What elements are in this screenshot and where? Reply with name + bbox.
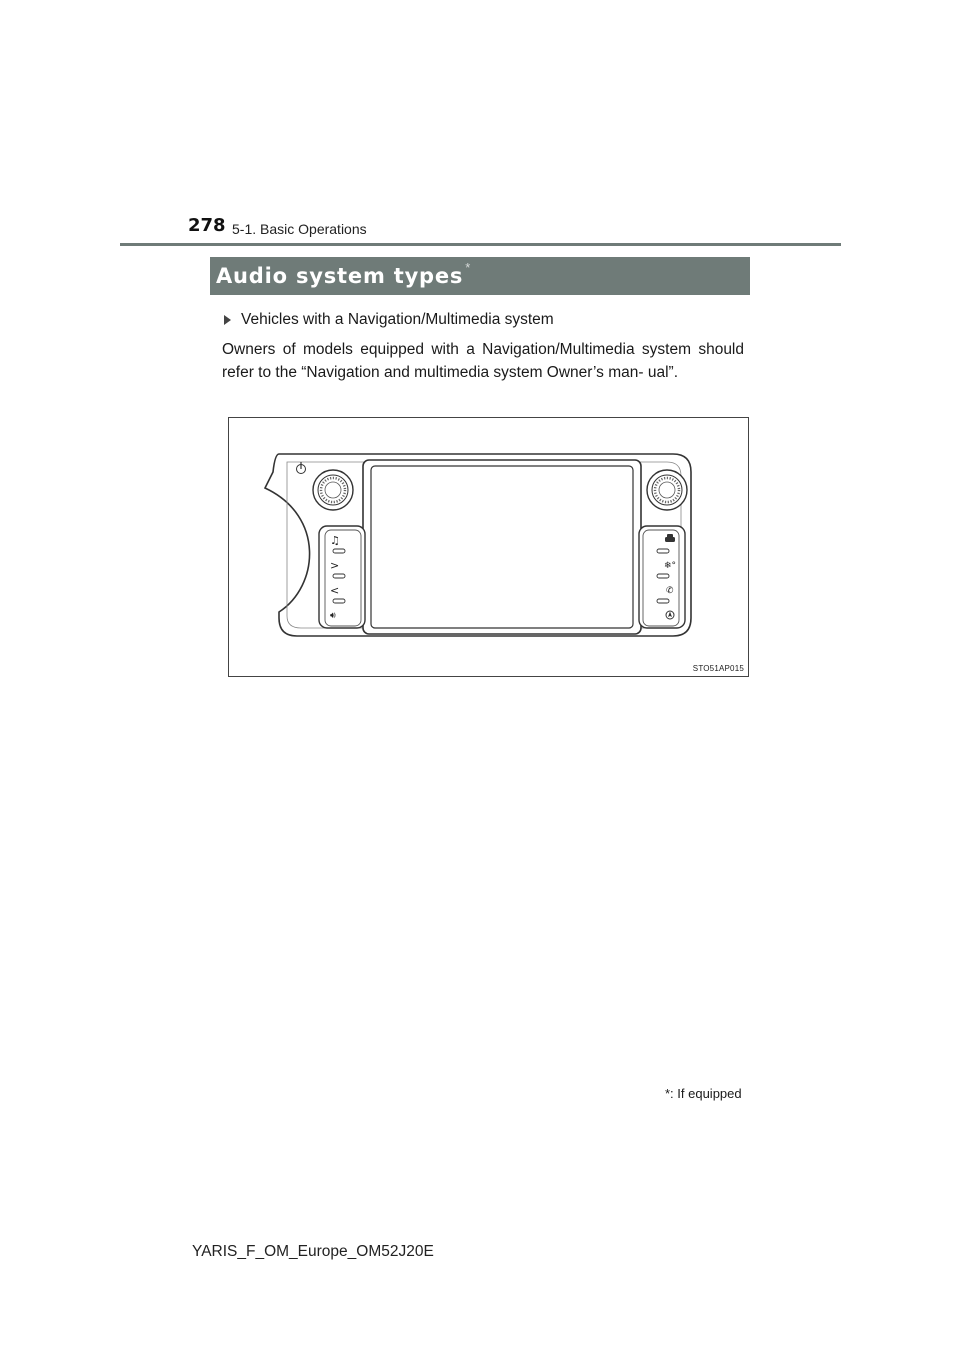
next-arrow-icon: > [330,559,340,572]
previous-arrow-icon: < [330,584,340,597]
right-tune-knob [647,470,687,510]
display-screen [371,466,633,628]
right-button-column [639,526,685,628]
figure-code: STO51AP015 [692,664,744,673]
music-note-icon: ♫ [330,534,340,547]
volume-icon: 🔊︎ [330,611,336,621]
section-title: Audio system types [216,264,464,288]
page-number: 278 [188,215,226,236]
footnote: *: If equipped [665,1086,742,1101]
climate-icon: ❄° [664,561,677,571]
document-footer-code: YARIS_F_OM_Europe_OM52J20E [192,1243,434,1260]
audio-unit-illustration [229,418,748,676]
audio-unit-figure [228,417,749,677]
header-divider [120,243,841,246]
body-paragraph: Owners of models equipped with a Navigation/Multimedia system should refer to the “Navigation and multimedia system Owner’s man- ual”. [222,341,744,381]
left-button-column [319,526,365,628]
section-label: 5-1. Basic Operations [232,221,367,237]
left-volume-knob [313,470,353,510]
bullet-item [222,311,554,329]
section-title-bar [210,257,750,295]
phone-icon: ✆ [666,586,674,596]
bullet-arrow-icon [224,315,231,325]
bullet-text: Vehicles with a Navigation/Multimedia system [241,311,554,328]
if-equipped-marker: * [465,259,471,275]
